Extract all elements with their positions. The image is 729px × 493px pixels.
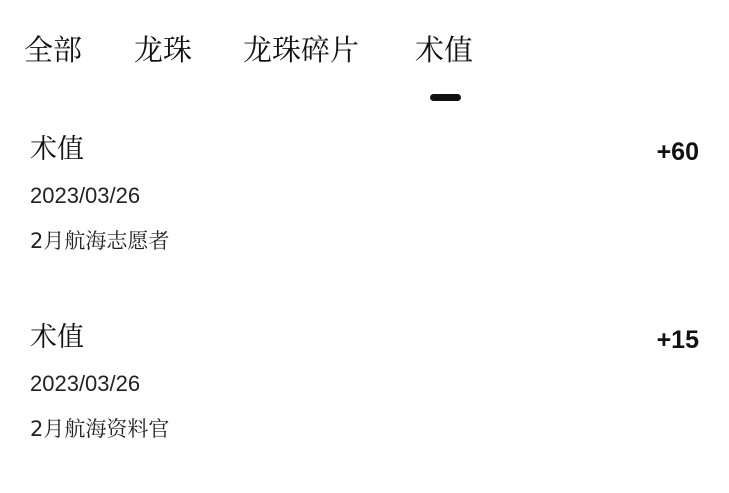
record-amount: +60 (656, 138, 699, 166)
record-date: 2023/03/26 (30, 371, 141, 396)
tab-shuzhi[interactable]: 术值 (415, 33, 474, 67)
tab-all[interactable]: 全部 (24, 33, 83, 67)
record-description: 2月航海志愿者 (30, 229, 170, 253)
list-item (0, 130, 729, 270)
tab-dragonball[interactable]: 龙珠 (134, 33, 193, 67)
record-date: 2023/03/26 (30, 183, 141, 208)
category-tabs (0, 28, 729, 108)
record-title: 术值 (30, 134, 84, 165)
record-description: 2月航海资料官 (30, 417, 170, 441)
list-item (0, 318, 729, 458)
tab-dragonball-fragments[interactable]: 龙珠碎片 (243, 33, 360, 67)
active-tab-indicator (430, 94, 461, 101)
record-title: 术值 (30, 322, 84, 353)
record-amount: +15 (656, 326, 699, 354)
